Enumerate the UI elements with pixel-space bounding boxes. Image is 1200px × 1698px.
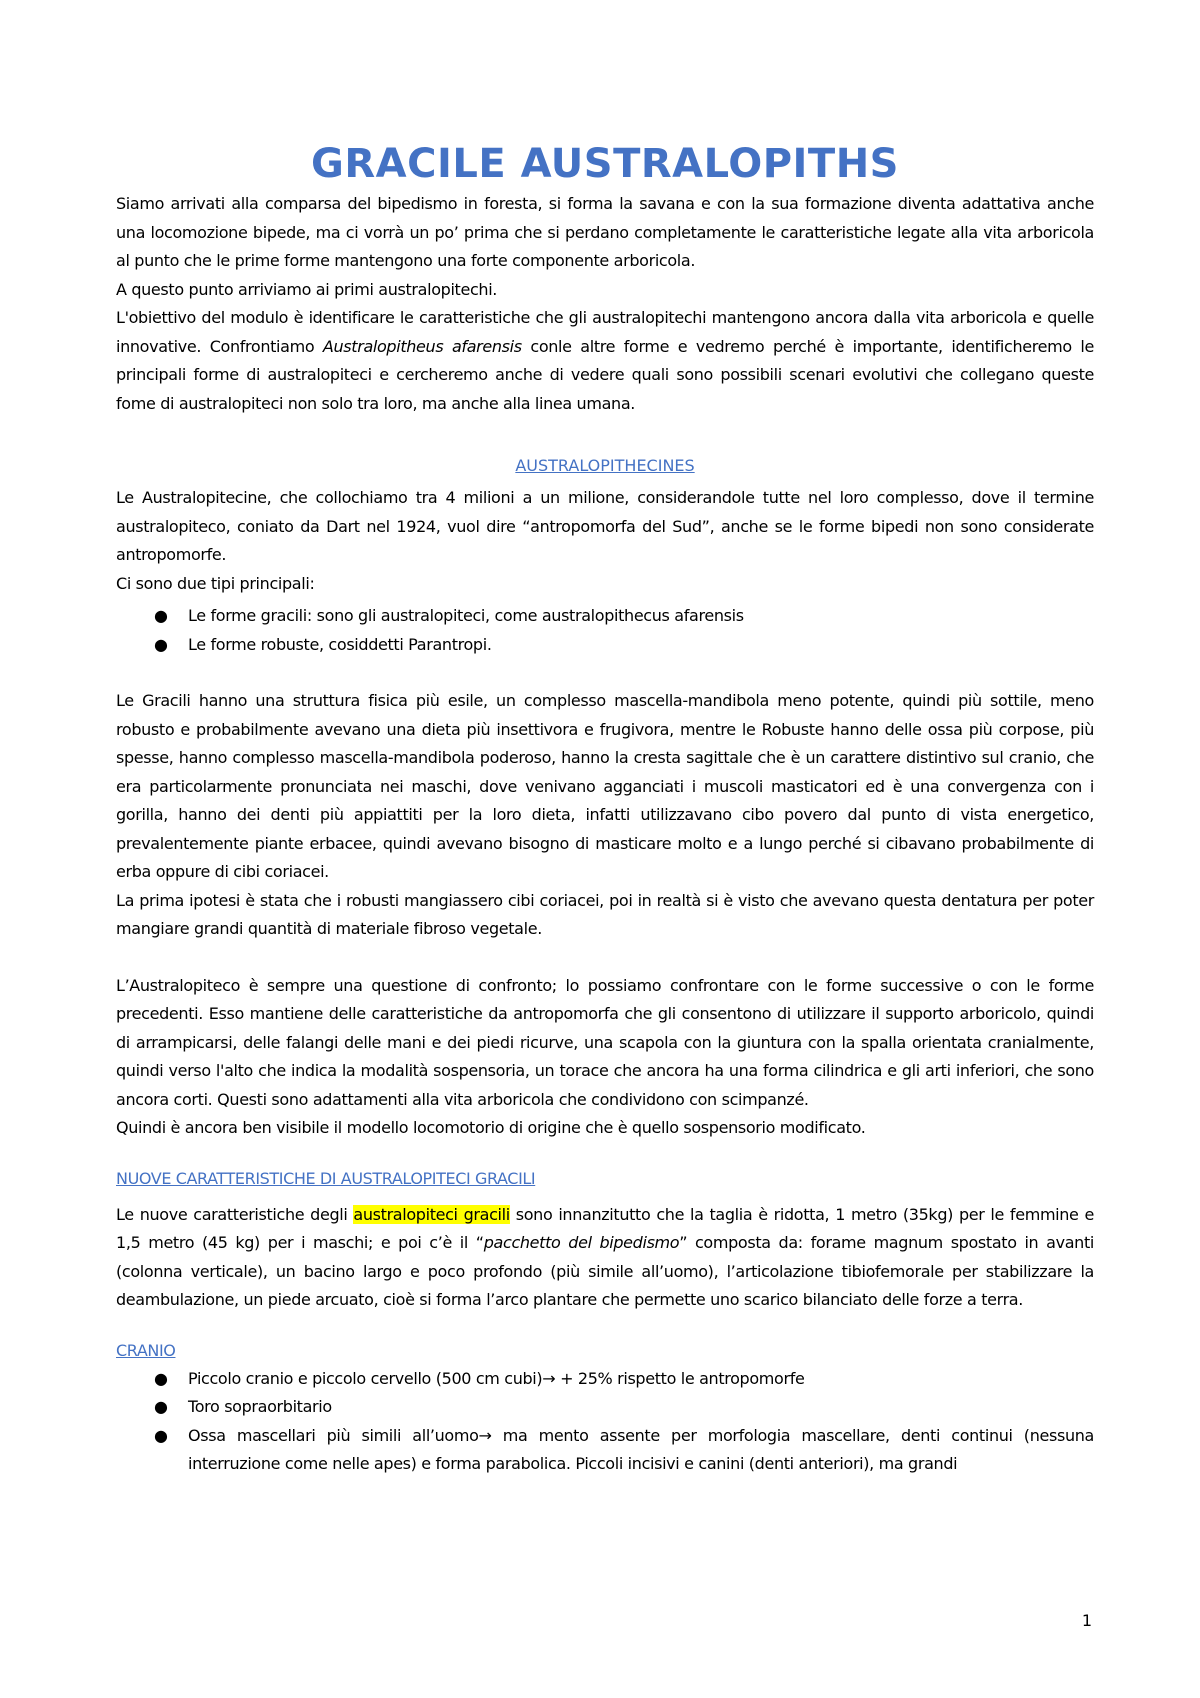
section-heading-cranio: CRANIO xyxy=(116,1340,176,1360)
spacer xyxy=(116,944,1094,972)
list-item-text: Le forme robuste, cosiddetti Parantropi. xyxy=(188,634,492,654)
section2-text-start: Le nuove caratteristiche degli xyxy=(116,1204,354,1224)
spacer xyxy=(116,659,1094,687)
document-body xyxy=(116,140,1094,1479)
spacer xyxy=(116,1315,1094,1337)
section1-paragraph-2: Ci sono due tipi principali: xyxy=(116,573,315,593)
species-name-italic: Australopitheus afarensis xyxy=(322,336,522,356)
intro-paragraph-1: Siamo arrivati alla comparsa del bipedismo in foresta, si forma la savana e con la sua formazione diventa adattativa anche una locomozione bipede, ma ci vorrà un po’ prima che si perdano completamente le caratteristiche legate alla vita arboricola al punto che le prime forme mantengono una forte componente arboricola. xyxy=(116,194,1094,270)
spacer xyxy=(116,418,1094,446)
list-item-text: Le forme gracili: sono gli australopiteci, come australopithecus afarensis xyxy=(188,606,744,625)
intro-p3-text-start: L'obiettivo del modulo è identificare le caratteristiche che gli australopitechi mantengono ancora dalla vita arboricola e quelle innovative. Confrontiamo xyxy=(116,308,1094,356)
list-item-text: Ossa mascellari più simili all’uomo→ ma mento assente per morfologia mascellare, denti continui (nessuna interruzione come nelle apes) e forma parabolica. Piccoli incisivi e canini (denti anteriori), ma grandi xyxy=(188,1425,1094,1473)
bullet-icon: ● xyxy=(154,606,168,625)
bullet-icon: ● xyxy=(154,634,168,654)
section1-paragraph-6: Quindi è ancora ben visibile il modello locomotorio di origine che è quello sospensorio modificato. xyxy=(116,1118,866,1137)
bullet-icon: ● xyxy=(154,1397,168,1416)
section1-paragraph-1: Le Australopitecine, che collochiamo tra 4 milioni a un milione, considerandole tutte nel loro complesso, dove il termine australopiteco, coniato da Dart nel 1924, vuol dire “antropomorfa del Sud”, anche se le forme bipedi non sono considerate antropomorfe. xyxy=(116,488,1094,564)
section1-paragraph-3: Le Gracili hanno una struttura fisica più esile, un complesso mascella-mandibola meno potente, quindi più sottile, meno robusto e probabilmente avevano una dieta più insettivora e frugivora, mentre le Robuste hanno delle ossa più corpose, più spesse, hanno complesso mascella-mandibola poderoso, hanno la cresta sagittale che è un carattere distintivo sul cranio, che era particolarmente pronunciata nei maschi, dove venivano agganciati i muscoli masticatori ed è una convergenza con i gorilla, hanno dei denti più appiattiti per la loro dieta, infatti utilizzavano cibo povero dal punto di vista energetico, prevalentemente piante erbacee, quindi avevano bisogno di masticare molto e a lungo perché si cibavano probabilmente di erba oppure di cibi coriacei. xyxy=(116,691,1094,881)
intro-paragraph-2: A questo punto arriviamo ai primi australopitechi. xyxy=(116,279,498,299)
highlighted-term: australopiteci gracili xyxy=(353,1204,510,1224)
list-item-text: Piccolo cranio e piccolo cervello (500 cm cubi)→ + 25% rispetto le antropomorfe xyxy=(188,1368,805,1388)
cranio-bullet-list xyxy=(116,1365,1094,1479)
list-item-text: Toro sopraorbitario xyxy=(188,1397,332,1416)
section1-paragraph-5: L’Australopiteco è sempre una questione di confronto; lo possiamo confrontare con le forme successive o con le forme precedenti. Esso mantiene delle caratteristiche da antropomorfa che gli consentono di utilizzare il supporto arboricolo, quindi di arrampicarsi, delle falangi delle mani e dei piedi ricurve, una scapola con la giuntura con la spalla orientata cranialmente, quindi verso l'alto che indica la modalità sospensoria, un torace che ancora ha una forma cilindrica e gli arti inferiori, che sono ancora corti. Questi sono adattamenti alla vita arboricola che condividono con scimpanzé. xyxy=(116,975,1094,1109)
list-item xyxy=(116,631,1094,660)
bullet-icon: ● xyxy=(154,1368,168,1388)
italic-term: pacchetto del bipedismo xyxy=(483,1233,680,1252)
intro-p3-text-end: conle altre forme e vedremo perché è importante, identificheremo le principali forme di australopiteci e cercheremo anche di vedere quali sono possibili scenari evolutivi che collegano queste fome di australopiteci non solo tra loro, ma anche alla linea umana. xyxy=(116,336,1094,413)
intro-paragraph-3 xyxy=(116,304,1094,418)
section2-text-middle: sono innanzitutto che la taglia è ridotta, 1 metro (35kg) per le femmine e 1,5 metro (45 kg) per i maschi; e poi c’è il “ xyxy=(116,1204,1094,1252)
section-heading-nuove-caratteristiche: NUOVE CARATTERISTICHE DI AUSTRALOPITECI GRACILI xyxy=(116,1168,536,1188)
list-item xyxy=(116,1365,1094,1394)
spacer xyxy=(116,1143,1094,1165)
page-number: 1 xyxy=(1081,1611,1092,1630)
section1-paragraph-4: La prima ipotesi è stata che i robusti mangiassero cibi coriacei, poi in realtà si è visto che avevano questa dentatura per poter mangiare grandi quantità di materiale fibroso vegetale. xyxy=(116,890,1094,938)
list-item xyxy=(116,1393,1094,1422)
list-item xyxy=(116,602,1094,631)
list-item xyxy=(116,1422,1094,1479)
bullet-icon: ● xyxy=(154,1425,168,1445)
section2-paragraph-1 xyxy=(116,1201,1094,1315)
types-bullet-list xyxy=(116,602,1094,659)
document-title: GRACILE AUSTRALOPITHS xyxy=(311,141,899,187)
section-heading-australopithecines: AUSTRALOPITHECINES xyxy=(515,456,695,475)
section2-text-end: ” composta da: forame magnum spostato in avanti (colonna verticale), un bacino largo e poco profondo (più simile all’uomo), l’articolazione tibiofemorale per stabilizzare la deambulazione, un piede arcuato, cioè si forma l’arco plantare che permette uno scarico bilanciato delle forze a terra. xyxy=(116,1233,1094,1309)
